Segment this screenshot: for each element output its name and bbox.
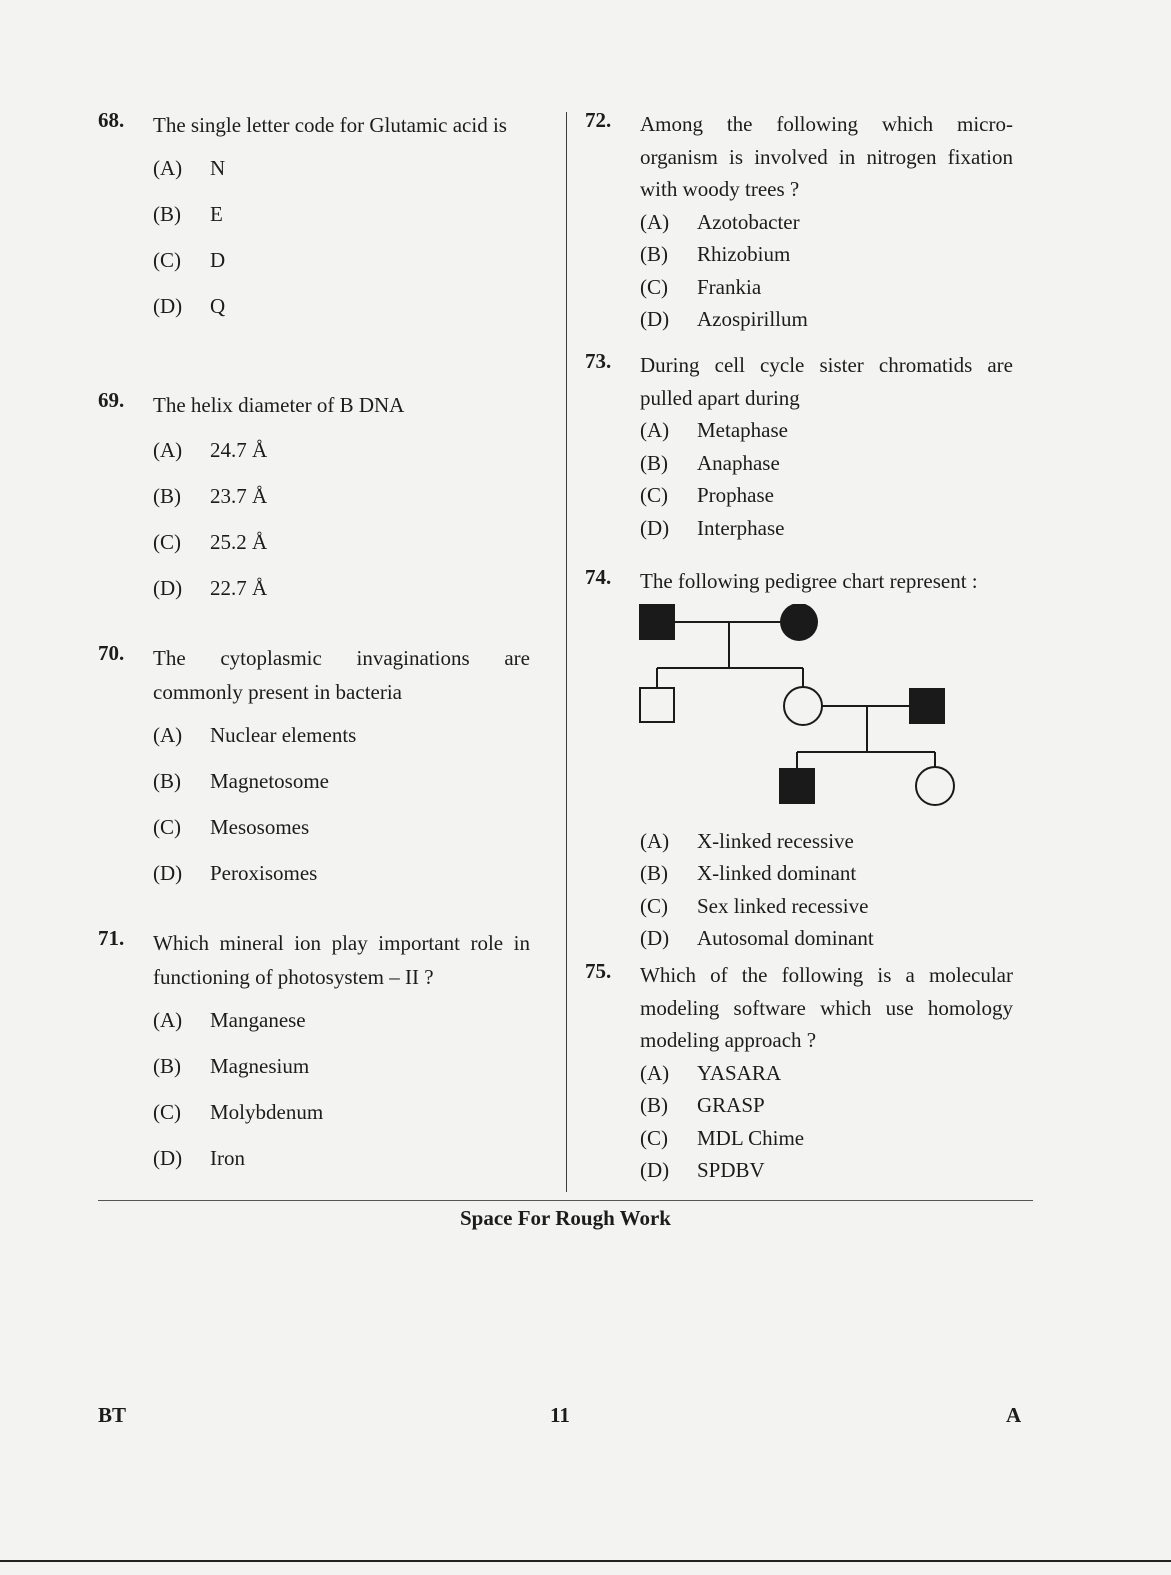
option-d[interactable] (153, 850, 530, 896)
option-label: (D) (153, 861, 183, 885)
option-text: Metaphase (697, 418, 788, 442)
option-a[interactable] (640, 825, 1013, 858)
option-label: (C) (640, 274, 668, 299)
option-label: (D) (640, 1158, 670, 1182)
option-text: Molybdenum (210, 1100, 324, 1124)
option-text: Azospirillum (697, 307, 808, 331)
option-text: Nuclear elements (210, 723, 357, 747)
option-text: Rhizobium (697, 242, 791, 266)
question-text: The cytoplasmic invaginations are commonly present in bacteria (153, 646, 530, 704)
affected-female-symbol (780, 604, 818, 641)
option-c[interactable] (153, 1089, 530, 1135)
unaffected-male-symbol (640, 688, 674, 722)
question-text: Which mineral ion play important role in functioning of photosystem – II ? (153, 931, 530, 989)
option-label: (D) (640, 926, 670, 950)
option-label: (B) (153, 1054, 181, 1078)
option-text: 23.7 Å (210, 484, 268, 508)
option-text: SPDBV (697, 1158, 765, 1182)
options (153, 712, 530, 896)
footer-page-number: 11 (550, 1403, 570, 1427)
option-label: (A) (153, 1008, 183, 1032)
option-b[interactable] (153, 191, 530, 237)
options (153, 997, 530, 1181)
unaffected-female-symbol (784, 687, 822, 725)
option-text: Q (210, 294, 226, 318)
option-a[interactable] (640, 1057, 1013, 1090)
option-d[interactable] (640, 303, 1013, 336)
right-column (585, 108, 1013, 1187)
option-text: E (210, 202, 223, 226)
option-a[interactable] (153, 427, 530, 473)
option-b[interactable] (153, 758, 530, 804)
option-label: (B) (640, 1093, 668, 1117)
option-label: (A) (640, 1060, 670, 1085)
question-text: Among the following which micro-organism is involved in nitrogen fixation with woody trees ? (640, 112, 1013, 201)
question-text: During cell cycle sister chromatids are pulled apart during (640, 353, 1013, 410)
option-text: D (210, 248, 226, 272)
option-label: (B) (153, 769, 181, 793)
option-label: (B) (153, 202, 181, 226)
option-text: Sex linked recessive (697, 893, 869, 918)
question-70 (98, 641, 530, 926)
option-c[interactable] (640, 1122, 1013, 1155)
option-text: Manganese (210, 1008, 306, 1032)
footer-subject-code: BT (98, 1403, 127, 1427)
option-d[interactable] (640, 922, 1013, 955)
option-b[interactable] (640, 1089, 1013, 1122)
option-text: X-linked recessive (697, 828, 854, 853)
question-number: 73. (585, 349, 612, 373)
question-69 (98, 388, 530, 641)
option-b[interactable] (640, 238, 1013, 271)
option-b[interactable] (153, 1043, 530, 1089)
question-number: 69. (98, 388, 125, 412)
question-number: 68. (98, 108, 125, 132)
option-text: MDL Chime (697, 1125, 805, 1150)
option-label: (A) (640, 418, 670, 442)
option-text: YASARA (697, 1060, 782, 1085)
option-text: 24.7 Å (210, 438, 268, 462)
option-label: (B) (640, 450, 668, 475)
question-text: The helix diameter of B DNA (153, 393, 405, 417)
option-text: X-linked dominant (697, 861, 857, 885)
option-c[interactable] (640, 271, 1013, 304)
question-71 (98, 926, 530, 1181)
option-a[interactable] (640, 414, 1013, 447)
options (640, 1057, 1013, 1187)
option-text: 25.2 Å (210, 530, 268, 554)
question-number: 71. (98, 926, 125, 950)
question-75 (585, 959, 1013, 1187)
option-text: GRASP (697, 1093, 765, 1117)
options (640, 206, 1013, 336)
question-72 (585, 108, 1013, 349)
question-text: The following pedigree chart represent : (640, 569, 978, 593)
option-d[interactable] (640, 1154, 1013, 1187)
option-text: Azotobacter (697, 209, 800, 234)
option-text: Peroxisomes (210, 861, 318, 885)
bottom-edge-line (0, 1560, 1171, 1562)
option-label: (B) (640, 242, 668, 266)
option-label: (A) (153, 438, 183, 462)
option-label: (A) (153, 723, 183, 747)
option-label: (C) (153, 1100, 181, 1124)
options (153, 145, 530, 329)
option-label: (D) (153, 576, 183, 600)
unaffected-female-symbol (916, 767, 954, 805)
question-73 (585, 349, 1013, 565)
options (640, 414, 1013, 544)
option-label: (D) (640, 515, 670, 540)
option-label: (A) (153, 156, 183, 180)
pedigree-chart (635, 604, 965, 824)
option-a[interactable] (640, 206, 1013, 239)
footer-booklet-series: A (1006, 1403, 1022, 1427)
option-text: Interphase (697, 515, 785, 540)
option-c[interactable] (153, 237, 530, 283)
option-text: Autosomal dominant (697, 926, 874, 950)
option-label: (D) (153, 294, 183, 318)
option-d[interactable] (153, 283, 530, 329)
option-label: (D) (153, 1146, 183, 1170)
option-label: (A) (640, 209, 670, 234)
option-text: Mesosomes (210, 815, 310, 839)
question-number: 72. (585, 108, 612, 132)
question-74 (585, 565, 1013, 959)
option-label: (B) (640, 861, 668, 885)
option-b[interactable] (640, 857, 1013, 890)
option-b[interactable] (640, 447, 1013, 480)
option-label: (C) (153, 248, 181, 272)
option-a[interactable] (153, 997, 530, 1043)
option-c[interactable] (153, 804, 530, 850)
rough-work-heading: Space For Rough Work (459, 1206, 671, 1230)
option-c[interactable] (640, 890, 1013, 923)
option-d[interactable] (153, 565, 530, 611)
affected-male-symbol (909, 688, 945, 724)
question-text: The single letter code for Glutamic acid is (153, 113, 507, 137)
question-text: Which of the following is a molecular modeling software which use homology modeling approach ? (640, 963, 1013, 1052)
affected-male-symbol (779, 768, 815, 804)
option-a[interactable] (153, 712, 530, 758)
question-68 (98, 108, 530, 388)
option-text: 22.7 Å (210, 576, 268, 600)
question-number: 70. (98, 641, 125, 665)
option-b[interactable] (153, 473, 530, 519)
option-c[interactable] (153, 519, 530, 565)
left-column (98, 108, 530, 1181)
options (153, 427, 530, 611)
option-label: (C) (640, 1125, 668, 1150)
section-rule (98, 1200, 1033, 1201)
option-text: Prophase (697, 483, 774, 507)
option-label: (C) (153, 530, 181, 554)
question-number: 74. (585, 565, 612, 589)
column-divider (566, 112, 567, 1192)
option-label: (C) (153, 815, 181, 839)
option-label: (B) (153, 484, 181, 508)
option-c[interactable] (640, 479, 1013, 512)
option-text: Frankia (697, 274, 762, 299)
option-text: Anaphase (697, 450, 780, 475)
option-label: (D) (640, 307, 670, 331)
option-a[interactable] (153, 145, 530, 191)
options (640, 825, 1013, 955)
option-label: (C) (640, 893, 668, 918)
option-text: Magnetosome (210, 769, 329, 793)
option-text: N (210, 156, 226, 180)
question-number: 75. (585, 959, 612, 983)
option-label: (A) (640, 828, 670, 853)
option-label: (C) (640, 483, 668, 507)
affected-male-symbol (639, 604, 675, 640)
option-d[interactable] (640, 512, 1013, 545)
option-d[interactable] (153, 1135, 530, 1181)
option-text: Magnesium (210, 1054, 310, 1078)
option-text: Iron (210, 1146, 245, 1170)
